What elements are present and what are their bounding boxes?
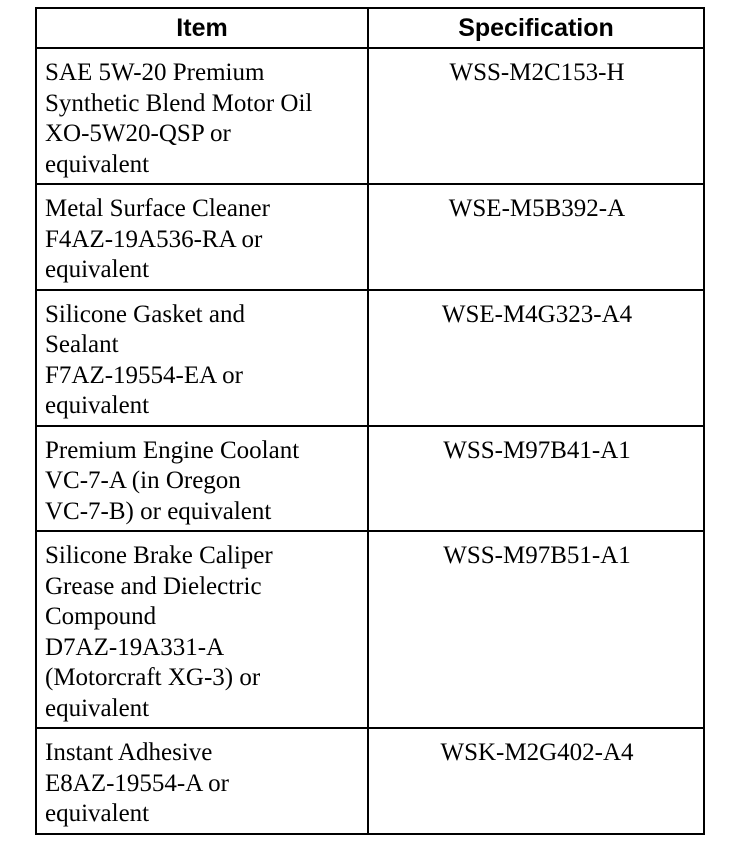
item-text-line: Synthetic Blend Motor Oil bbox=[45, 89, 313, 117]
item-column-header: Item bbox=[36, 8, 368, 48]
table-row bbox=[36, 48, 704, 184]
header-row bbox=[36, 8, 704, 48]
item-cell bbox=[36, 531, 368, 728]
item-text-line: XO-5W20-QSP or bbox=[45, 120, 231, 147]
item-text-line: equivalent bbox=[45, 150, 150, 178]
item-cell bbox=[36, 48, 368, 184]
item-text-line: Sealant bbox=[45, 331, 119, 358]
item-text-line: Compound bbox=[45, 603, 157, 630]
item-text-line: equivalent bbox=[45, 694, 150, 722]
item-text-line: D7AZ-19A331-A bbox=[45, 633, 225, 661]
item-text-line: VC-7-A (in Oregon bbox=[45, 467, 241, 494]
specification-table bbox=[35, 7, 705, 835]
item-text-line: VC-7-B) or equivalent bbox=[45, 497, 272, 525]
item-text-line: Grease and Dielectric bbox=[45, 572, 262, 600]
item-cell bbox=[36, 184, 368, 290]
item-text-line: equivalent bbox=[45, 256, 150, 283]
table-row bbox=[36, 728, 704, 834]
item-text-line: equivalent bbox=[45, 800, 150, 827]
item-text-line: E8AZ-19554-A or bbox=[45, 769, 229, 797]
item-cell bbox=[36, 290, 368, 426]
item-text-line: SAE 5W-20 Premium bbox=[45, 59, 265, 86]
table-row bbox=[36, 531, 704, 728]
table-body bbox=[36, 48, 704, 834]
table-row bbox=[36, 426, 704, 532]
specification-cell: WSS-M97B51-A1 bbox=[368, 531, 704, 728]
item-cell bbox=[36, 426, 368, 532]
specification-column-header: Specification bbox=[368, 8, 704, 48]
item-text-line: Instant Adhesive bbox=[45, 739, 213, 766]
item-text-line: Silicone Brake Caliper bbox=[45, 542, 273, 569]
item-text-line: F7AZ-19554-EA or bbox=[45, 361, 243, 389]
specification-cell: WSS-M97B41-A1 bbox=[368, 426, 704, 532]
specification-cell: WSE-M4G323-A4 bbox=[368, 290, 704, 426]
item-text-line: Premium Engine Coolant bbox=[45, 436, 300, 464]
specification-cell: WSE-M5B392-A bbox=[368, 184, 704, 290]
table-row bbox=[36, 290, 704, 426]
item-text-line: Metal Surface Cleaner bbox=[45, 195, 270, 222]
specification-cell: WSS-M2C153-H bbox=[368, 48, 704, 184]
specification-cell: WSK-M2G402-A4 bbox=[368, 728, 704, 834]
item-text-line: Silicone Gasket and bbox=[45, 300, 245, 328]
item-cell bbox=[36, 728, 368, 834]
item-text-line: F4AZ-19A536-RA or bbox=[45, 225, 263, 253]
table-row bbox=[36, 184, 704, 290]
item-text-line: (Motorcraft XG-3) or bbox=[45, 664, 261, 691]
item-text-line: equivalent bbox=[45, 392, 150, 419]
